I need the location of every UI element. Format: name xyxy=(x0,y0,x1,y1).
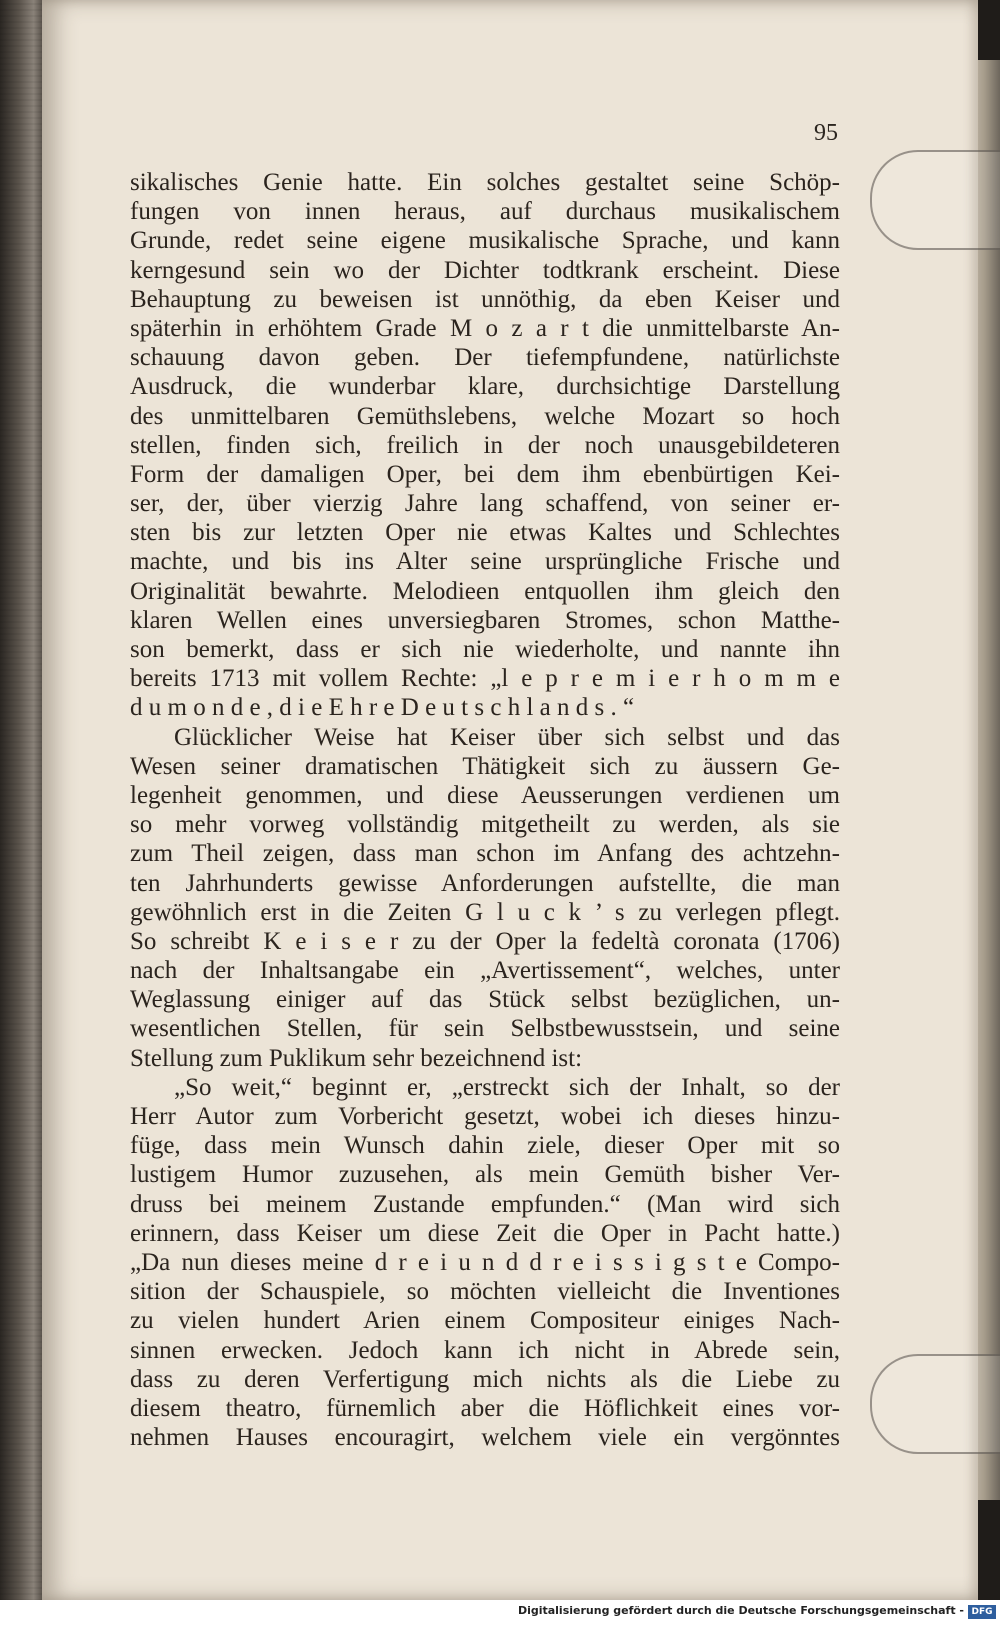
text-line: klaren Wellen eines unversiegbaren Stromes, schon Matthe- xyxy=(130,606,840,634)
footer-credit: Digitalisierung gefördert durch die Deutsche Forschungsgemeinschaft - xyxy=(517,1604,964,1617)
text-line: sition der Schauspiele, so möchten vielleicht die Inventiones xyxy=(130,1278,840,1306)
text-line: des unmittelbaren Gemüthslebens, welche Mozart so hoch xyxy=(130,402,840,430)
text-line: d u m o n d e , d i e E h r e D e u t s c h l a n d s . “ xyxy=(130,694,635,722)
text-line: Wesen seiner dramatischen Thätigkeit sich zu äussern Ge- xyxy=(130,752,840,780)
text-line: zum Theil zeigen, dass man schon im Anfang des achtzehn- xyxy=(130,840,840,868)
text-line: „So weit,“ beginnt er, „erstreckt sich der Inhalt, so der xyxy=(174,1073,840,1101)
text-line: dass zu deren Verfertigung mich nichts als die Liebe zu xyxy=(130,1365,840,1393)
text-line: gewöhnlich erst in die Zeiten G l u c k ’ s zu verlegen pflegt. xyxy=(130,898,840,926)
text-line: Herr Autor zum Vorbericht gesetzt, wobei ich dieses hinzu- xyxy=(130,1103,840,1130)
text-line: zu vielen hundert Arien einem Compositeur einiges Nach- xyxy=(130,1307,840,1335)
text-line: ser, der, über vierzig Jahre lang schaffend, von seiner er- xyxy=(130,490,840,518)
text-line: kerngesund sein wo der Dichter todtkrank erscheint. Diese xyxy=(130,256,840,284)
text-line: diesem theatro, fürnemlich aber die Höflichkeit eines vor- xyxy=(130,1394,840,1422)
text-line: sten bis zur letzten Oper nie etwas Kaltes und Schlechtes xyxy=(130,519,840,547)
text-line: Glücklicher Weise hat Keiser über sich selbst und das xyxy=(174,723,840,751)
text-line: druss bei meinem Zustande empfunden.“ (Man wird sich xyxy=(130,1190,840,1218)
text-line: Grunde, redet seine eigene musikalische Sprache, und kann xyxy=(130,227,840,255)
text-line: Stellung zum Puklikum sehr bezeichnend ist: xyxy=(130,1044,583,1072)
page-text xyxy=(130,168,840,1452)
text-line: Originalität bewahrte. Melodieen entquollen ihm gleich den xyxy=(130,577,840,605)
text-line: Form der damaligen Oper, bei dem ihm ebenbürtigen Kei- xyxy=(130,460,840,488)
text-line: lustigem Humor zuzusehen, als mein Gemüth bisher Ver- xyxy=(130,1161,840,1189)
text-line: Ausdruck, die wunderbar klare, durchsichtige Darstellung xyxy=(130,373,840,401)
text-line: legenheit genommen, und diese Aeusserungen verdienen um xyxy=(130,781,840,809)
page-clip-bottom xyxy=(870,1354,1000,1454)
text-line: Weglassung einiger auf das Stück selbst bezüglichen, un- xyxy=(130,986,840,1014)
text-line: füge, dass mein Wunsch dahin ziele, dieser Oper mit so xyxy=(130,1132,840,1160)
text-line: nach der Inhaltsangabe ein „Avertissement“, welches, unter xyxy=(130,957,840,985)
text-line: machte, und bis ins Alter seine ursprüngliche Frische und xyxy=(130,548,840,576)
text-line: So schreibt K e i s e r zu der Oper la fedeltà coronata (1706) xyxy=(130,927,840,955)
text-line: sikalisches Genie hatte. Ein solches gestaltet seine Schöp- xyxy=(130,169,840,196)
text-line: Behauptung zu beweisen ist unnöthig, da eben Keiser und xyxy=(130,285,840,313)
text-line: so mehr vorweg vollständig mitgetheilt zu werden, als sie xyxy=(130,811,840,839)
text-line: fungen von innen heraus, auf durchaus musikalischem xyxy=(130,198,840,226)
dfg-logo-icon: DFG xyxy=(968,1605,996,1619)
text-line: wesentlichen Stellen, für sein Selbstbewusstsein, und seine xyxy=(130,1015,840,1043)
text-line: „Da nun dieses meine d r e i u n d d r e i s s i g s t e Compo- xyxy=(130,1248,840,1276)
digitization-footer xyxy=(0,1600,1000,1625)
text-line: nehmen Hauses encouragirt, welchem viele ein vergönntes xyxy=(130,1424,840,1452)
text-line: späterhin in erhöhtem Grade M o z a r t die unmittelbarste An- xyxy=(130,314,840,342)
text-line: stellen, finden sich, freilich in der noch unausgebildeteren xyxy=(130,431,840,459)
page-clip-top xyxy=(870,150,1000,250)
text-line: schauung davon geben. Der tiefempfundene, natürlichste xyxy=(130,344,840,372)
text-line: ten Jahrhunderts gewisse Anforderungen aufstellte, die man xyxy=(130,869,840,897)
text-line: bereits 1713 mit vollem Rechte: „l e p r e m i e r h o m m e xyxy=(130,665,840,693)
book-spine-texture xyxy=(0,0,48,1625)
text-line: erinnern, dass Keiser um diese Zeit die Oper in Pacht hatte.) xyxy=(130,1219,840,1247)
page-number: 95 xyxy=(814,120,838,146)
text-line: sinnen erwecken. Jedoch kann ich nicht in Abrede sein, xyxy=(130,1336,840,1364)
text-line: son bemerkt, dass er sich nie wiederholte, und nannte ihn xyxy=(130,636,840,663)
